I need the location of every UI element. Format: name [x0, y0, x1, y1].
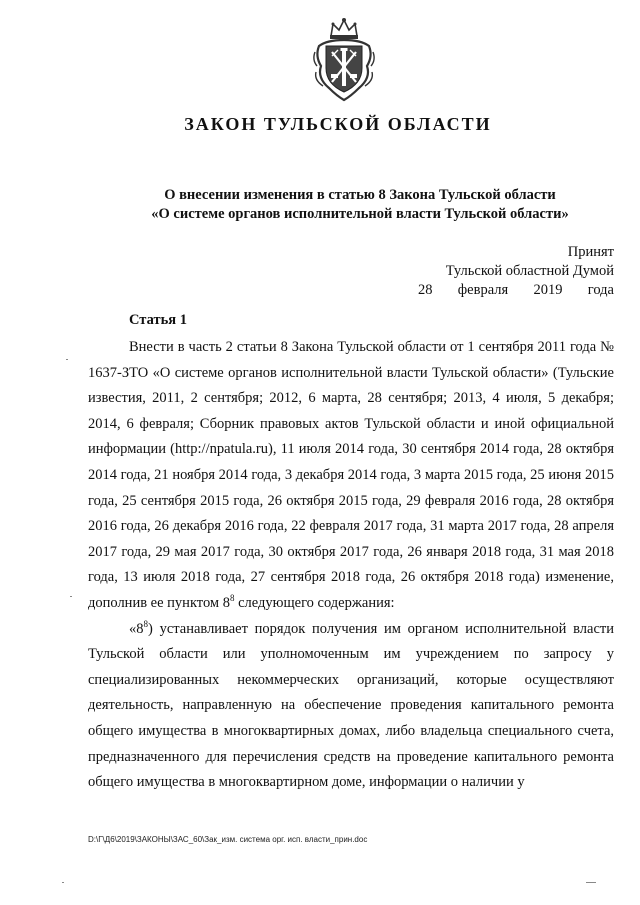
paragraph-1-text: Внести в часть 2 статьи 8 Закона Тульской области от 1 сентября 2011 года № 1637-ЗТО «О системе органов исполнительной власти Тульской области» (Тульские известия, 2011, 2 сентября; 2012, 6 марта, 28 сентября; 2013, 4 июля, 5 декабря; 2014, 6 февраля; Сборник правовых актов Тульской области и иной официальной информации (http://npatula.ru), 11 июля 2014 года, 30 сентября 2014 года, 28 октября 2014 года, 21 ноября 2014 года, 3 декабря 2014 года, 3 марта 2015 года, 25 июня 2015 года, 25 сентября 2015 года, 26 октября 2015 года, 29 февраля 2016 года, 28 октября 2016 года, 26 декабря 2016 года, 22 февраля 2017 года, 31 марта 2017 года, 28 апреля 2017 года, 29 мая 2017 года, 30 октября 2017 года, 26 января 2018 года, 31 мая 2018 года, 13 июля 2018 года, 27 сентября 2018 года, 26 октября 2018 года) изменение, дополнив ее пунктом 8	[88, 339, 614, 611]
law-title: ЗАКОН ТУЛЬСКОЙ ОБЛАСТИ	[184, 114, 492, 134]
law-subject	[100, 186, 620, 224]
paragraph-2-open: «8	[129, 620, 144, 637]
adopted-label: Принят	[567, 244, 614, 260]
scan-speck	[70, 596, 72, 597]
law-subject-line-1: О внесении изменения в статью 8 Закона Тульской области	[164, 187, 556, 203]
paragraph-1-superscript: 8	[229, 592, 235, 603]
scan-speck	[586, 882, 596, 883]
adoption-date: 28 февраля 2019 года	[418, 282, 614, 298]
scan-speck	[66, 359, 68, 360]
file-path-footer: D:\Г\Д6\2019\ЗАКОНЫ\ЗАС_60\Зак_изм. система орг. исп. власти_прин.doc	[88, 835, 368, 844]
article-body	[88, 335, 614, 796]
article-heading: Статья 1	[129, 312, 187, 328]
paragraph-2-text: ) устанавливает порядок получения им органом исполнительной власти Тульской области или уполномоченным им учреждением по запросу у специализированных некоммерческих организаций, которые осуществляют деятельность, направленную на обеспечение проведения капитального ремонта общего имущества в многоквартирных домах, либо владельца специального счета, предназначенного для перечисления средств на проведение капитального ремонта общего имущества в многоквартирном доме, информации о наличии у	[88, 620, 614, 791]
paragraph-1	[88, 335, 614, 617]
adopting-body: Тульской областной Думой	[445, 263, 614, 279]
paragraph-2-superscript: 8	[143, 618, 148, 629]
adoption-block	[418, 243, 614, 300]
paragraph-2	[88, 617, 614, 796]
scan-speck	[62, 882, 64, 883]
law-subject-line-2: «О системе органов исполнительной власти Тульской области»	[151, 206, 569, 222]
tula-coat-of-arms-icon	[311, 16, 377, 102]
paragraph-1-tail: следующего содержания:	[234, 594, 395, 611]
